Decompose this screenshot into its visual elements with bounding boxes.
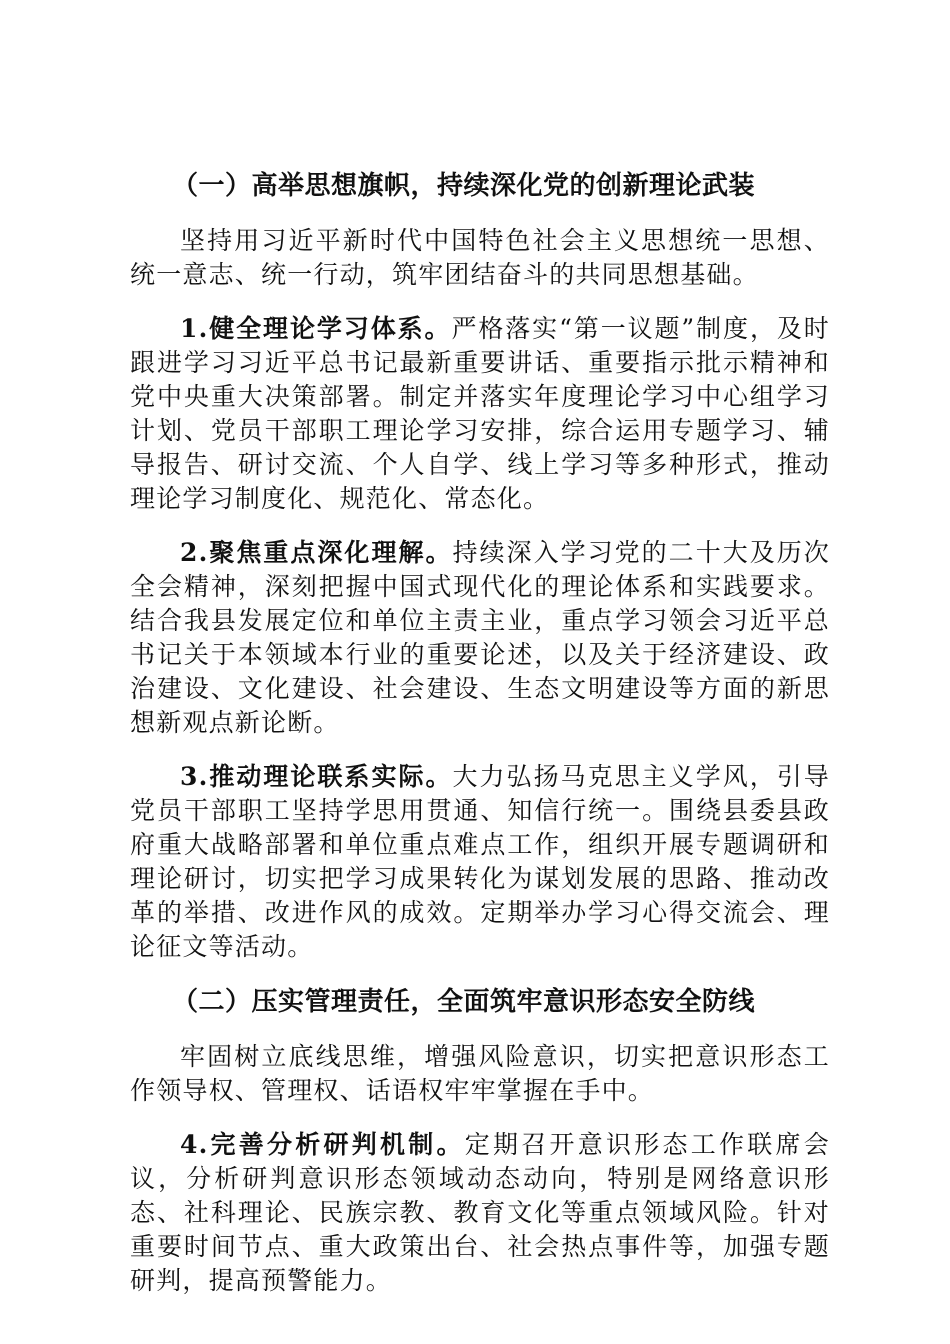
section-1-heading: （一）高举思想旗帜，持续深化党的创新理论武装 [172,171,756,201]
section-1-intro: 坚持用习近平新时代中国特色社会主义思想统一思想、统一意志、统一行动，筑牢团结奋斗的共同思想基础。 [130,226,830,289]
item-3-text: 大力弘扬马克思主义学风，引导党员干部职工坚持学思用贯通、知信行统一。围绕县委县政府重大战略部署和单位重点难点工作，组织开展专题调研和理论研讨，切实把学习成果转化为谋划发展的思路、推动改革的举措、改进作风的成效。定期举办学习心得交流会、理论征文等活动。 [130,762,830,961]
item-2-lead: 2.聚焦重点深化理解。 [180,538,453,567]
item-1-text: 严格落实“第一议题”制度，及时跟进学习习近平总书记最新重要讲话、重要指示批示精神和党中央重大决策部署。制定并落实年度理论学习中心组学习计划、党员干部职工理论学习安排，综合运用专题学习、辅导报告、研讨交流、个人自学、线上学习等多种形式，推动理论学习制度化、规范化、常态化。 [130,314,830,513]
list-item-4 [130,1128,830,1298]
item-2-text: 持续深入学习党的二十大及历次全会精神，深刻把握中国式现代化的理论体系和实践要求。结合我县发展定位和单位主责主业，重点学习领会习近平总书记关于本领域本行业的重要论述，以及关于经济建设、政治建设、文化建设、社会建设、生态文明建设等方面的新思想新观点新论断。 [130,538,830,737]
list-item-2 [130,536,830,740]
section-2-heading: （二）压实管理责任，全面筑牢意识形态安全防线 [172,987,756,1017]
list-item-1 [130,312,830,516]
document-page [130,168,830,1318]
item-3-lead: 3.推动理论联系实际。 [180,762,453,791]
item-4-text: 定期召开意识形态工作联席会议，分析研判意识形态领域动态动向，特别是网络意识形态、社科理论、民族宗教、教育文化等重点领域风险。针对重要时间节点、重大政策出台、社会热点事件等，加强专题研判，提高预警能力。 [130,1130,830,1295]
section-2-intro: 牢固树立底线思维，增强风险意识，切实把意识形态工作领导权、管理权、话语权牢牢掌握在手中。 [130,1042,830,1105]
item-4-lead: 4.完善分析研判机制。 [180,1130,465,1159]
item-1-lead: 1.健全理论学习体系。 [180,314,452,343]
list-item-3 [130,760,830,964]
